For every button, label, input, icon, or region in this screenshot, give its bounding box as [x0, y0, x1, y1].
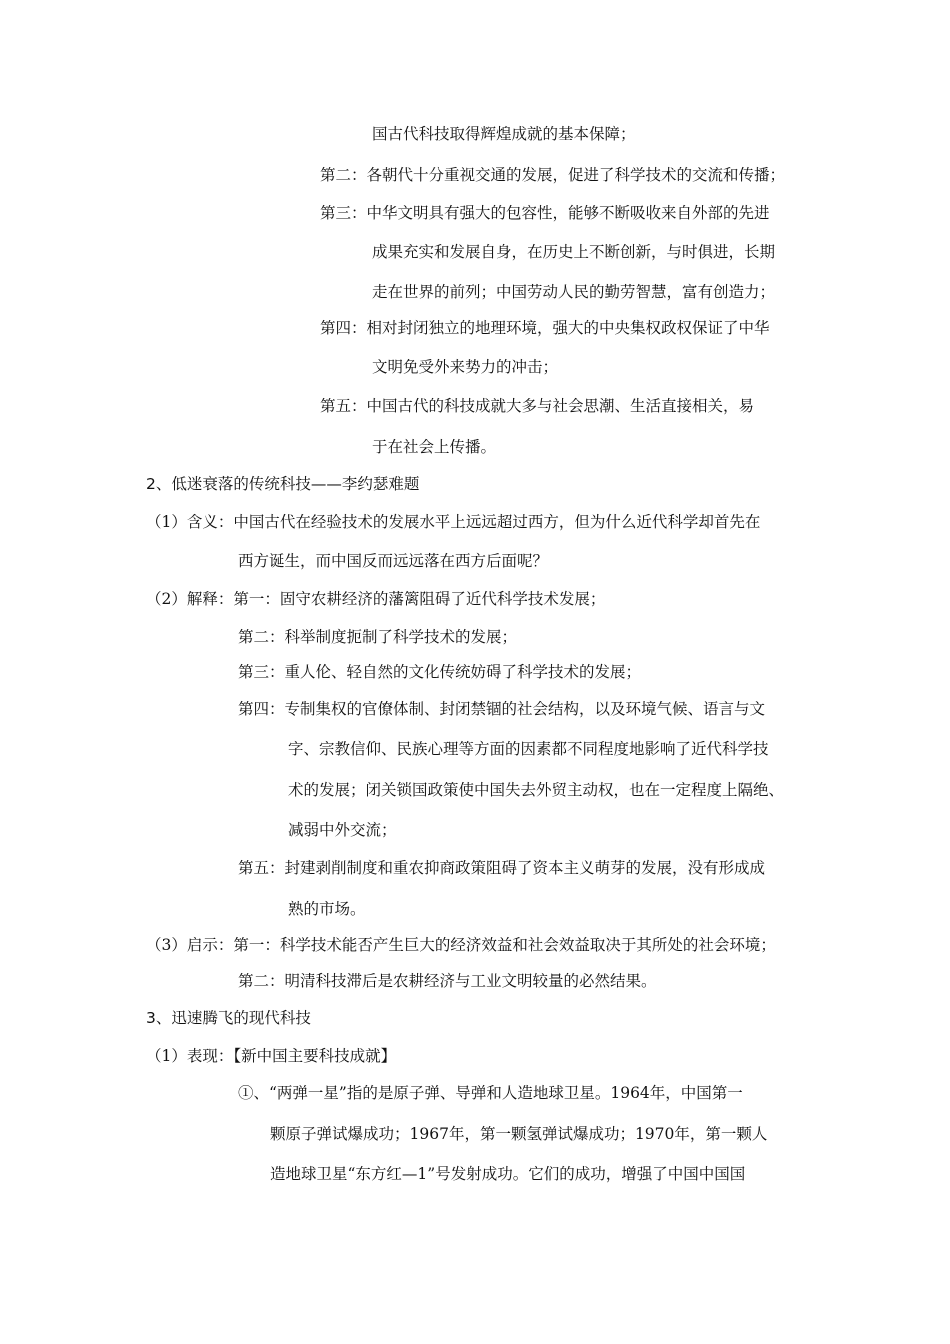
text-line: （1）含义：中国古代在经验技术的发展水平上远远超过西方，但为什么近代科学却首先在 [146, 513, 761, 531]
text-line: 第二：各朝代十分重视交通的发展，促进了科学技术的交流和传播； [320, 166, 786, 184]
text-line: ①、“两弹一星”指的是原子弹、导弹和人造地球卫星。1964年，中国第一 [238, 1084, 743, 1102]
section-heading: 3、迅速腾飞的现代科技 [146, 1009, 311, 1027]
section-heading: 2、低迷衰落的传统科技——李约瑟难题 [146, 475, 420, 493]
text-line: 第五：封建剥削制度和重农抑商政策阻碍了资本主义萌芽的发展，没有形成成 [238, 859, 766, 877]
text-line: 造地球卫星“东方红—1”号发射成功。它们的成功，增强了中国中国国 [270, 1165, 746, 1183]
text-line: 第四：专制集权的官僚体制、封闭禁锢的社会结构，以及环境气候、语言与文 [238, 700, 766, 718]
text-line: （2）解释：第一：固守农耕经济的藩篱阻碍了近代科学技术发展； [146, 590, 606, 608]
text-line: 国古代科技取得辉煌成就的基本保障； [372, 125, 636, 143]
text-line: 第二：明清科技滞后是农耕经济与工业文明较量的必然结果。 [238, 972, 657, 990]
text-line: （3）启示：第一：科学技术能否产生巨大的经济效益和社会效益取决于其所处的社会环境； [146, 936, 776, 954]
text-line: 第五：中国古代的科技成就大多与社会思潮、生活直接相关，易 [320, 397, 755, 415]
text-line: 第二：科举制度扼制了科学技术的发展； [238, 628, 518, 646]
text-line: 成果充实和发展自身，在历史上不断创新，与时俱进，长期 [372, 243, 776, 261]
text-line: （1）表现：【新中国主要科技成就】 [146, 1047, 397, 1065]
text-line: 于在社会上传播。 [372, 438, 497, 456]
text-line: 颗原子弹试爆成功；1967年，第一颗氢弹试爆成功；1970年，第一颗人 [270, 1125, 768, 1143]
text-line: 第三：中华文明具有强大的包容性，能够不断吸收来自外部的先进 [320, 204, 770, 222]
text-line: 走在世界的前列；中国劳动人民的勤劳智慧，富有创造力； [372, 283, 776, 301]
text-line: 文明免受外来势力的冲击； [372, 358, 559, 376]
text-line: 熟的市场。 [288, 900, 366, 918]
text-line: 术的发展；闭关锁国政策使中国失去外贸主动权，也在一定程度上隔绝、 [288, 781, 785, 799]
text-line: 第三：重人伦、轻自然的文化传统妨碍了科学技术的发展； [238, 663, 642, 681]
text-line: 第四：相对封闭独立的地理环境，强大的中央集权政权保证了中华 [320, 319, 770, 337]
text-line: 减弱中外交流； [288, 821, 397, 839]
text-line: 西方诞生，而中国反而远远落在西方后面呢？ [238, 552, 549, 570]
text-line: 字、宗教信仰、民族心理等方面的因素都不同程度地影响了近代科学技 [288, 740, 769, 758]
